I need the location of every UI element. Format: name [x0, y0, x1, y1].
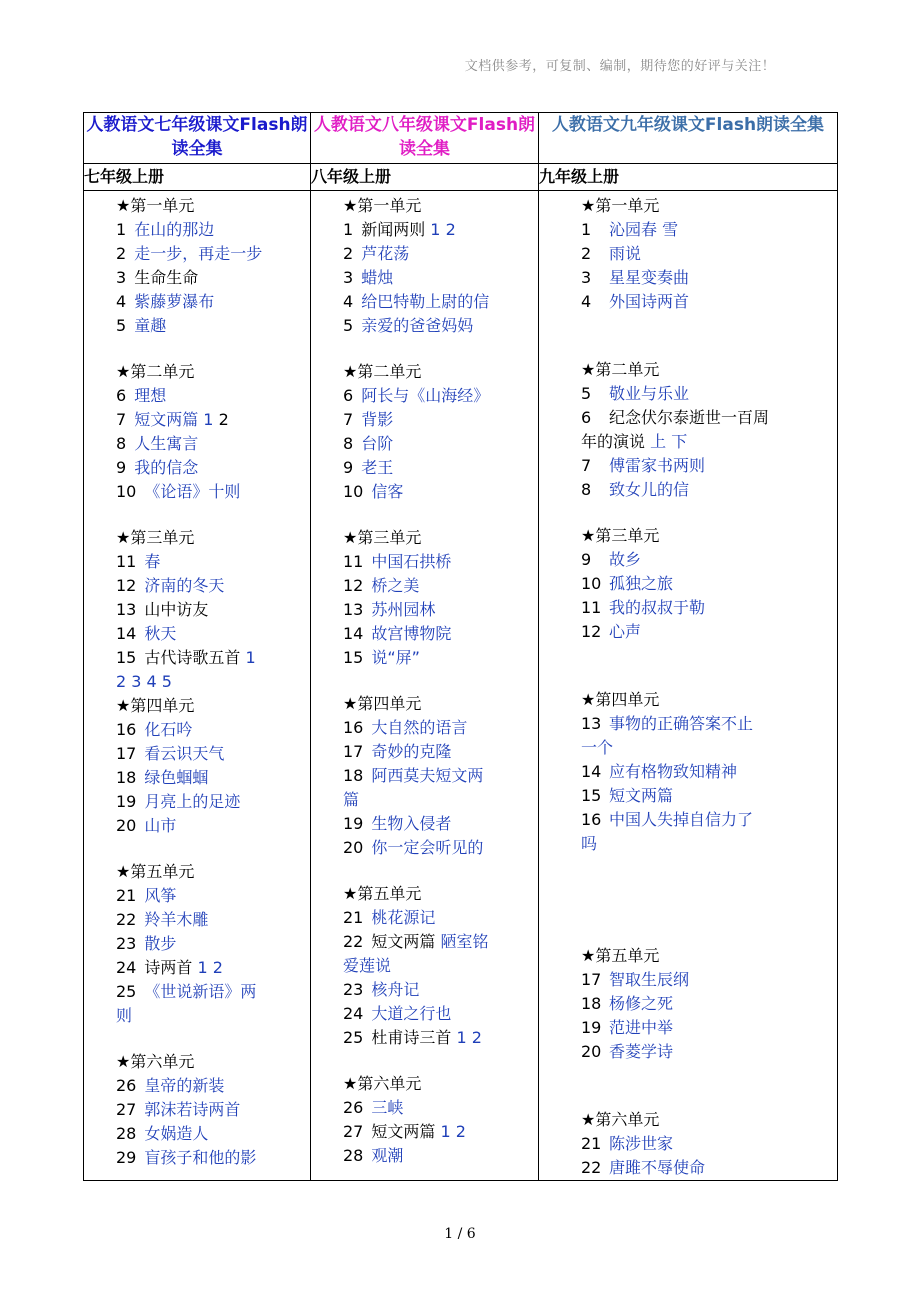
lesson-link[interactable]: 《世说新语》两 [144, 982, 257, 1001]
list-item[interactable]: 20 你一定会听见的 [343, 838, 484, 857]
page-number: 1 / 6 [444, 1226, 476, 1242]
grade9-list [539, 191, 838, 1181]
lesson-link[interactable]: 童趣 [134, 316, 167, 335]
lesson-link[interactable]: 绿色蝈蝈 [144, 768, 209, 787]
lesson-link[interactable]: 星星变奏曲 [609, 268, 690, 287]
list-item[interactable]: 25 《世说新语》两 [116, 982, 257, 1001]
list-item[interactable]: 13 事物的正确答案不止 [581, 714, 754, 733]
lesson-link[interactable]: 爱莲说 [343, 956, 392, 975]
list-item[interactable]: 17 看云识天气 [116, 744, 225, 763]
unit-heading: ★第二单元 [343, 362, 422, 381]
list-item[interactable]: 11 我的叔叔于勒 [581, 598, 706, 617]
part-link[interactable]: 1 2 [440, 1122, 466, 1141]
list-item[interactable]: 11 春 [116, 552, 161, 571]
list-item[interactable]: 19 月亮上的足迹 [116, 792, 241, 811]
list-item[interactable]: 14 应有格物致知精神 [581, 762, 738, 781]
lesson-link[interactable]: 我的信念 [134, 458, 199, 477]
unit-heading: ★第四单元 [343, 694, 422, 713]
list-item[interactable]: 12 桥之美 [343, 576, 420, 595]
unit-heading: ★第一单元 [581, 196, 660, 215]
part-label: 2 [218, 410, 229, 429]
unit-heading: ★第六单元 [343, 1074, 422, 1093]
semester-row [84, 164, 838, 191]
list-item[interactable]: 11 中国石拱桥 [343, 552, 452, 571]
list-item[interactable]: 18 杨修之死 [581, 994, 674, 1013]
lesson-link[interactable]: 大自然的语言 [371, 718, 468, 737]
list-item[interactable]: 17 奇妙的克隆 [343, 742, 452, 761]
list-item[interactable]: 25 杜甫诗三首 1 2 [343, 1028, 482, 1047]
lesson-link[interactable]: 奇妙的克隆 [371, 742, 452, 761]
list-item[interactable]: 16 中国人失掉自信力了 [581, 810, 754, 829]
grade8-list [311, 191, 539, 1181]
list-item[interactable]: 7 背影 [343, 410, 394, 429]
lesson-link[interactable]: 陋室铭 [440, 932, 489, 951]
lesson-link[interactable]: 蜡烛 [361, 268, 394, 287]
lesson-link[interactable]: 生物入侵者 [371, 814, 452, 833]
lesson-title: 短文两篇 [371, 1122, 436, 1141]
list-item[interactable]: 24 大道之行也 [343, 1004, 452, 1023]
list-item[interactable] [84, 1004, 310, 1028]
lesson-link[interactable]: 在山的那边 [134, 220, 215, 239]
list-item[interactable]: 4 紫藤萝瀑布 [116, 292, 215, 311]
lesson-link[interactable]: 杨修之死 [609, 994, 674, 1013]
list-item[interactable]: 14 秋天 [116, 624, 177, 643]
unit-heading: ★第五单元 [116, 862, 195, 881]
list-item[interactable]: 3 蜡烛 [343, 268, 394, 287]
lesson-link[interactable]: 大道之行也 [371, 1004, 452, 1023]
lesson-title: 纪念伏尔泰逝世一百周 [609, 408, 770, 427]
lesson-link[interactable]: 雨说 [609, 244, 642, 263]
list-item: 13 山中访友 [116, 600, 209, 619]
list-item[interactable]: 12 心声 [581, 622, 642, 641]
lesson-link[interactable]: 阿西莫夫短文两 [371, 766, 484, 785]
list-item[interactable]: 9 故乡 [581, 550, 642, 569]
lesson-link[interactable]: 核舟记 [371, 980, 420, 999]
unit-heading: ★第三单元 [581, 526, 660, 545]
unit-heading: ★第六单元 [581, 1110, 660, 1129]
lesson-link[interactable]: 看云识天气 [144, 744, 225, 763]
lesson-title: 山中访友 [144, 600, 209, 619]
list-item[interactable]: 16 化石吟 [116, 720, 193, 739]
lesson-link[interactable]: 外国诗两首 [609, 292, 690, 311]
grade7-semester: 七年级上册 [84, 164, 311, 191]
lesson-link[interactable]: 桥之美 [371, 576, 420, 595]
list-item[interactable]: 23 散步 [116, 934, 177, 953]
lesson-link[interactable]: 孤独之旅 [609, 574, 674, 593]
lesson-link[interactable]: 走一步，再走一步 [134, 244, 263, 263]
list-item[interactable] [539, 736, 837, 760]
lesson-table [83, 112, 838, 1181]
list-item[interactable]: 27 郭沫若诗两首 [116, 1100, 241, 1119]
list-item[interactable]: 5 童趣 [116, 316, 167, 335]
list-item[interactable]: 15 短文两篇 [581, 786, 674, 805]
list-item: 6 纪念伏尔泰逝世一百周 [581, 408, 770, 427]
list-item[interactable]: 6 阿长与《山海经》 [343, 386, 490, 405]
lesson-title: 古代诗歌五首 [144, 648, 241, 667]
unit-heading: ★第一单元 [116, 196, 195, 215]
lesson-link[interactable]: 紫藤萝瀑布 [134, 292, 215, 311]
lesson-link[interactable]: 香菱学诗 [609, 1042, 674, 1061]
lesson-link[interactable]: 观潮 [371, 1146, 404, 1165]
unit-heading: ★第三单元 [116, 528, 195, 547]
list-item[interactable]: 19 范进中举 [581, 1018, 674, 1037]
lesson-link[interactable]: 沁园春 雪 [609, 220, 679, 239]
lesson-link[interactable]: 女娲造人 [144, 1124, 209, 1143]
lesson-link[interactable]: 故宫博物院 [371, 624, 452, 643]
lesson-title: 年的演说 [581, 432, 646, 451]
lesson-link[interactable]: 说“屏” [371, 648, 420, 667]
grade9-semester: 九年级上册 [539, 164, 838, 191]
list-item[interactable]: 19 生物入侵者 [343, 814, 452, 833]
unit-heading: ★第二单元 [116, 362, 195, 381]
list-item[interactable]: 13 苏州园林 [343, 600, 436, 619]
lesson-link[interactable]: 则 [116, 1006, 133, 1025]
list-item[interactable] [539, 430, 837, 454]
list-item[interactable]: 15 说“屏” [343, 648, 420, 667]
lesson-link[interactable]: 短文两篇 [134, 410, 199, 429]
lesson-link[interactable]: 给巴特勒上尉的信 [361, 292, 490, 311]
lesson-link[interactable]: 唐雎不辱使命 [609, 1158, 706, 1177]
part-link[interactable]: 1 2 [430, 220, 456, 239]
list-item[interactable]: 7 短文两篇 1 2 [116, 410, 229, 429]
lesson-link[interactable]: 郭沫若诗两首 [144, 1100, 241, 1119]
list-item[interactable]: 21 风筝 [116, 886, 177, 905]
part-link[interactable]: 1 [245, 648, 256, 667]
part-link[interactable]: 1 2 [197, 958, 223, 977]
list-item[interactable] [84, 670, 310, 694]
list-item[interactable]: 5 敬业与乐业 [581, 384, 690, 403]
grade7-list [84, 191, 311, 1181]
list-item[interactable]: 27 短文两篇 1 2 [343, 1122, 466, 1141]
list-item[interactable]: 15 古代诗歌五首 1 [116, 648, 256, 667]
lesson-link[interactable]: 理想 [134, 386, 167, 405]
lesson-link[interactable]: 中国石拱桥 [371, 552, 452, 571]
unit-heading: ★第三单元 [343, 528, 422, 547]
list-item[interactable]: 16 大自然的语言 [343, 718, 468, 737]
lesson-link[interactable]: 济南的冬天 [144, 576, 225, 595]
lesson-link[interactable]: 敬业与乐业 [609, 384, 690, 403]
list-item[interactable]: 26 三峡 [343, 1098, 404, 1117]
unit-heading: ★第六单元 [116, 1052, 195, 1071]
lesson-link[interactable]: 桃花源记 [371, 908, 436, 927]
list-item[interactable]: 10 《论语》十则 [116, 482, 241, 501]
list-item[interactable]: 26 皇帝的新装 [116, 1076, 225, 1095]
grade9-title: 人教语文九年级课文Flash朗读全集 [539, 113, 838, 164]
body-row [84, 191, 838, 1181]
lesson-link[interactable]: 亲爱的爸爸妈妈 [361, 316, 474, 335]
list-item[interactable] [311, 788, 538, 812]
lesson-link[interactable]: 应有格物致知精神 [609, 762, 738, 781]
part-link[interactable]: 上 下 [650, 432, 688, 451]
lesson-link[interactable]: 《论语》十则 [144, 482, 241, 501]
lesson-link[interactable]: 山市 [144, 816, 177, 835]
title-row [84, 113, 838, 164]
lesson-link[interactable]: 三峡 [371, 1098, 404, 1117]
lesson-link[interactable]: 故乡 [609, 550, 642, 569]
list-item[interactable]: 14 故宫博物院 [343, 624, 452, 643]
list-item: 3 生命生命 [116, 268, 199, 287]
list-item[interactable]: 9 我的信念 [116, 458, 199, 477]
lesson-title: 短文两篇 [371, 932, 436, 951]
lesson-link[interactable]: 篇 [343, 790, 360, 809]
lesson-link[interactable]: 芦花荡 [361, 244, 410, 263]
lesson-title: 诗两首 [144, 958, 193, 977]
unit-heading: ★第二单元 [581, 360, 660, 379]
list-item[interactable]: 23 核舟记 [343, 980, 420, 999]
list-item[interactable]: 21 陈涉世家 [581, 1134, 674, 1153]
list-item[interactable]: 18 阿西莫夫短文两 [343, 766, 484, 785]
list-item[interactable]: 8 致女儿的信 [581, 480, 690, 499]
list-item[interactable]: 28 女娲造人 [116, 1124, 209, 1143]
lesson-link[interactable]: 阿长与《山海经》 [361, 386, 490, 405]
list-item[interactable]: 10 孤独之旅 [581, 574, 674, 593]
list-item[interactable]: 17 智取生辰纲 [581, 970, 690, 989]
list-item[interactable]: 4 给巴特勒上尉的信 [343, 292, 490, 311]
list-item[interactable]: 29 盲孩子和他的影 [116, 1148, 257, 1167]
list-item[interactable]: 22 短文两篇 陋室铭 [343, 932, 489, 951]
list-item[interactable]: 24 诗两首 1 2 [116, 958, 223, 977]
list-item[interactable]: 2 芦花荡 [343, 244, 410, 263]
list-item[interactable]: 3 星星变奏曲 [581, 268, 690, 287]
list-item[interactable]: 18 绿色蝈蝈 [116, 768, 209, 787]
list-item[interactable]: 2 雨说 [581, 244, 642, 263]
lesson-link[interactable]: 盲孩子和他的影 [144, 1148, 257, 1167]
list-item[interactable]: 7 傅雷家书两则 [581, 456, 706, 475]
list-item[interactable]: 1 在山的那边 [116, 220, 215, 239]
list-item[interactable]: 20 香菱学诗 [581, 1042, 674, 1061]
list-item[interactable]: 21 桃花源记 [343, 908, 436, 927]
lesson-link[interactable]: 台阶 [361, 434, 394, 453]
list-item[interactable]: 22 唐雎不辱使命 [581, 1158, 706, 1177]
unit-heading: ★第四单元 [581, 690, 660, 709]
list-item[interactable]: 12 济南的冬天 [116, 576, 225, 595]
list-item[interactable]: 1 沁园春 雪 [581, 220, 679, 239]
lesson-link[interactable]: 我的叔叔于勒 [609, 598, 706, 617]
lesson-link[interactable]: 中国人失掉自信力了 [609, 810, 754, 829]
list-item[interactable]: 8 人生寓言 [116, 434, 199, 453]
lesson-link[interactable]: 你一定会听见的 [371, 838, 484, 857]
lesson-link[interactable]: 羚羊木雕 [144, 910, 209, 929]
lesson-link[interactable]: 致女儿的信 [609, 480, 690, 499]
unit-heading: ★第五单元 [343, 884, 422, 903]
lesson-link[interactable]: 事物的正确答案不止 [609, 714, 754, 733]
list-item[interactable]: 4 外国诗两首 [581, 292, 690, 311]
lesson-link[interactable]: 傅雷家书两则 [609, 456, 706, 475]
lesson-link[interactable]: 范进中举 [609, 1018, 674, 1037]
list-item[interactable]: 2 走一步，再走一步 [116, 244, 263, 263]
lesson-link[interactable]: 短文两篇 [609, 786, 674, 805]
list-item[interactable]: 10 信客 [343, 482, 404, 501]
lesson-link[interactable]: 春 [144, 552, 161, 571]
part-link[interactable]: 1 [203, 410, 214, 429]
lesson-title: 杜甫诗三首 [371, 1028, 452, 1047]
unit-heading: ★第四单元 [116, 696, 195, 715]
list-item[interactable]: 22 羚羊木雕 [116, 910, 209, 929]
list-item[interactable]: 5 亲爱的爸爸妈妈 [343, 316, 474, 335]
list-item[interactable]: 8 台阶 [343, 434, 394, 453]
list-item[interactable] [311, 954, 538, 978]
lesson-title: 生命生命 [134, 268, 199, 287]
grade7-title: 人教语文七年级课文Flash朗读全集 [84, 113, 311, 164]
grade8-semester: 八年级上册 [311, 164, 539, 191]
lesson-link[interactable]: 吗 [581, 834, 598, 853]
list-item[interactable]: 9 老王 [343, 458, 394, 477]
lesson-link[interactable]: 老王 [361, 458, 394, 477]
list-item[interactable] [539, 832, 837, 856]
lesson-title: 新闻两则 [361, 220, 426, 239]
lesson-link[interactable]: 化石吟 [144, 720, 193, 739]
header-note: 文档供参考，可复制、编制，期待您的好评与关注！ [464, 59, 776, 74]
lesson-link[interactable]: 背影 [361, 410, 394, 429]
lesson-link[interactable]: 陈涉世家 [609, 1134, 674, 1153]
part-link[interactable]: 2 3 4 5 [116, 672, 172, 691]
part-link[interactable]: 1 2 [456, 1028, 482, 1047]
lesson-link[interactable]: 皇帝的新装 [144, 1076, 225, 1095]
lesson-link[interactable]: 心声 [609, 622, 642, 641]
lesson-link[interactable]: 信客 [371, 482, 404, 501]
lesson-link[interactable]: 智取生辰纲 [609, 970, 690, 989]
lesson-link[interactable]: 秋天 [144, 624, 177, 643]
lesson-link[interactable]: 散步 [144, 934, 177, 953]
unit-heading: ★第一单元 [343, 196, 422, 215]
list-item[interactable]: 28 观潮 [343, 1146, 404, 1165]
unit-heading: ★第五单元 [581, 946, 660, 965]
grade8-title: 人教语文八年级课文Flash朗读全集 [311, 113, 539, 164]
list-item[interactable]: 1 新闻两则 1 2 [343, 220, 456, 239]
lesson-link[interactable]: 风筝 [144, 886, 177, 905]
lesson-link[interactable]: 月亮上的足迹 [144, 792, 241, 811]
lesson-link[interactable]: 人生寓言 [134, 434, 199, 453]
list-item[interactable]: 6 理想 [116, 386, 167, 405]
lesson-link[interactable]: 苏州园林 [371, 600, 436, 619]
lesson-link[interactable]: 一个 [581, 738, 614, 757]
list-item[interactable]: 20 山市 [116, 816, 177, 835]
